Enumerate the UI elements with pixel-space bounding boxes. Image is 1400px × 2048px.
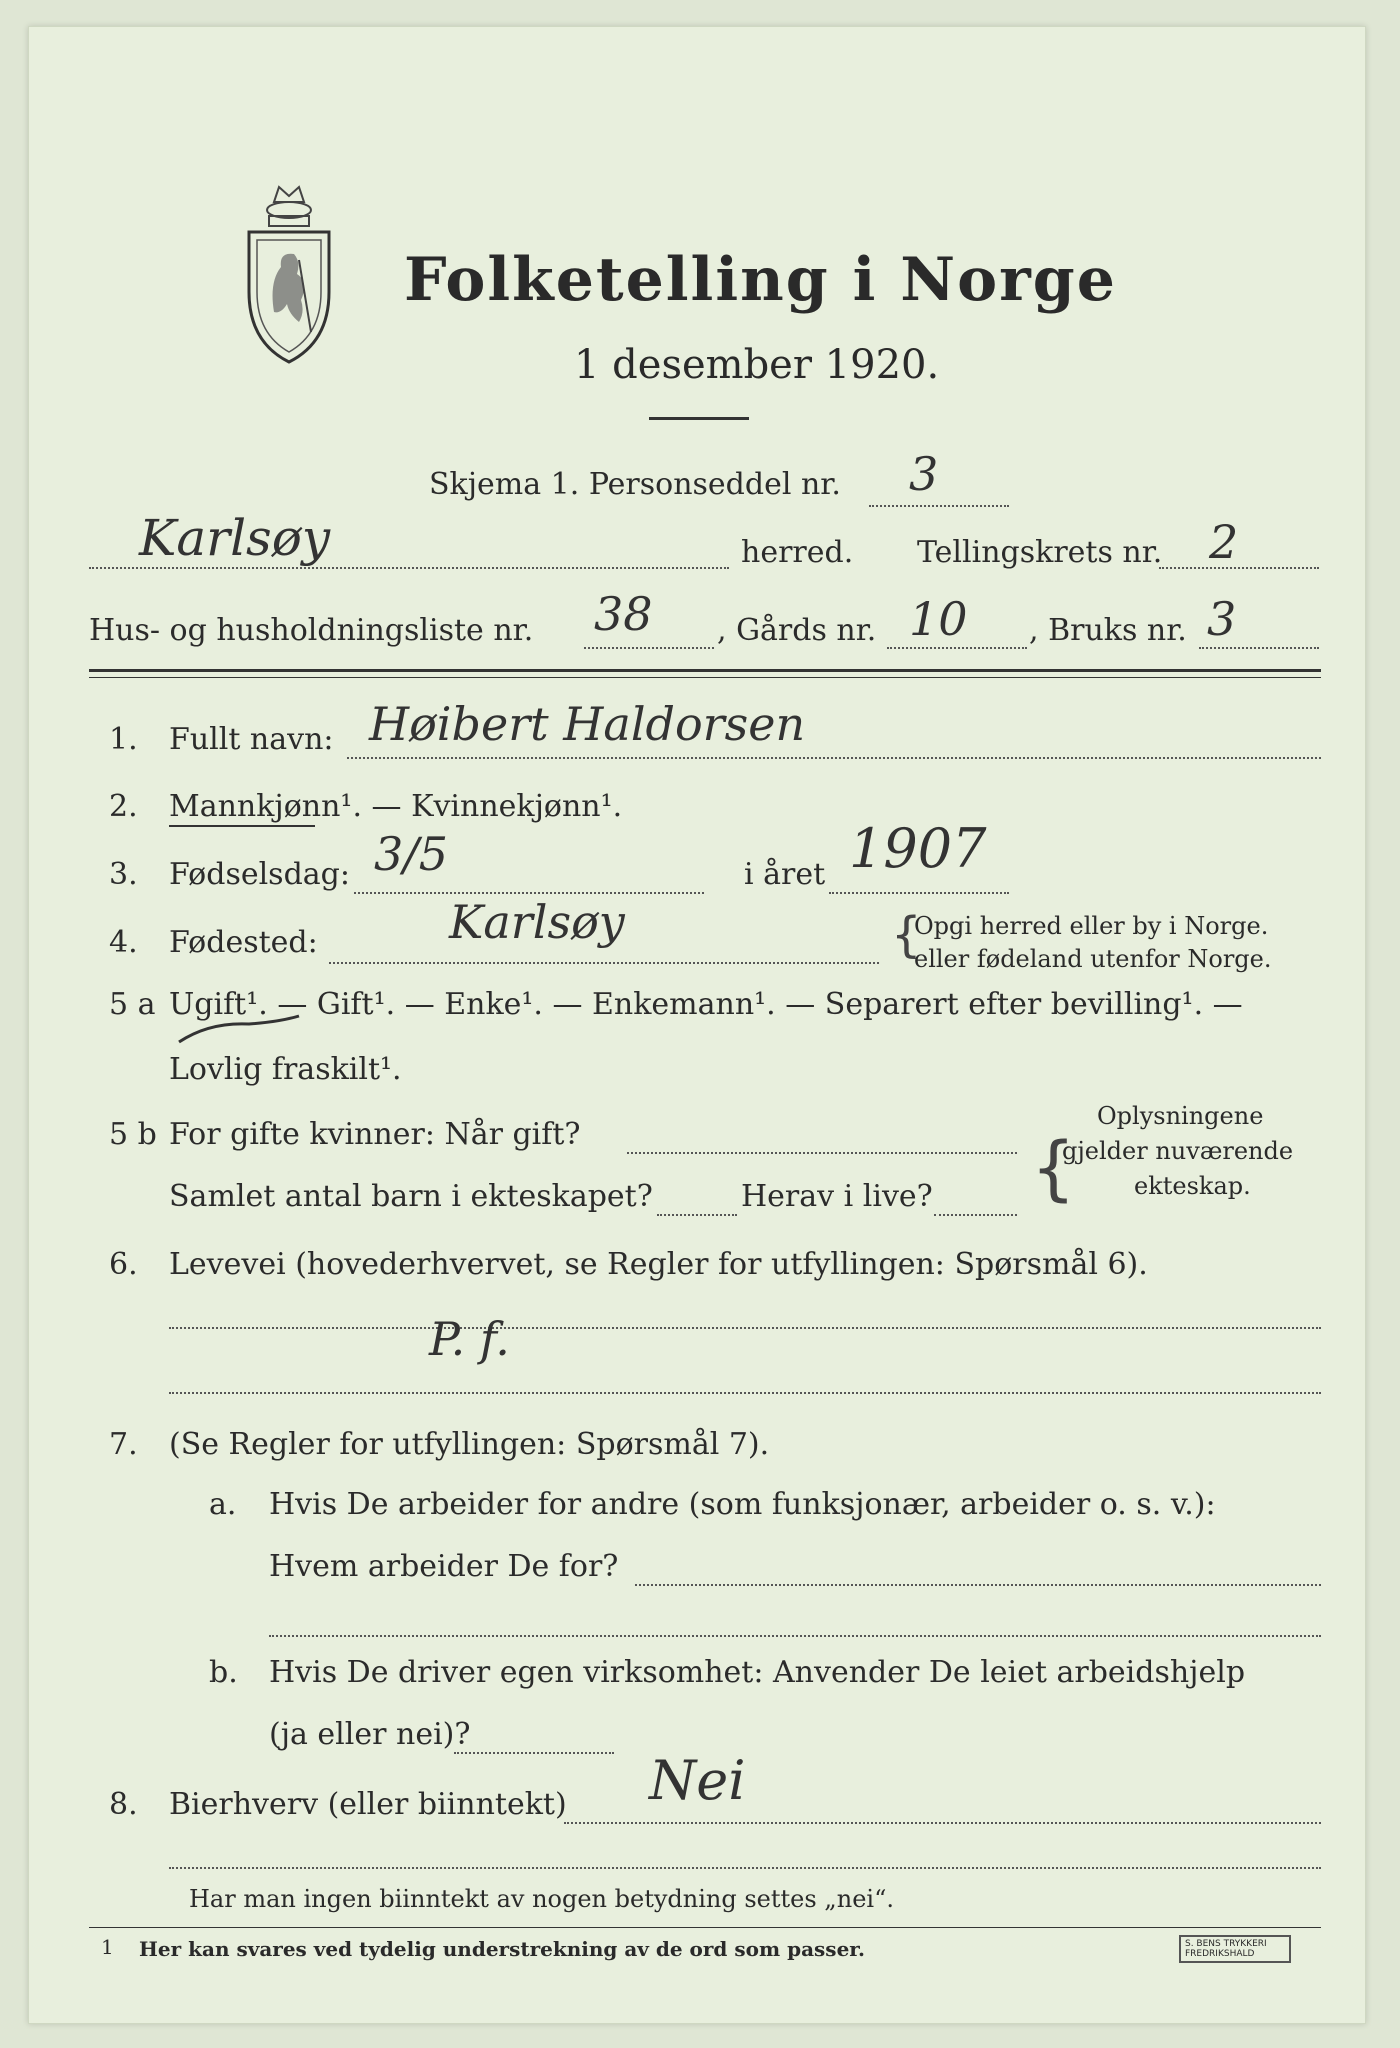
- title-divider: [649, 417, 749, 420]
- q8-value[interactable]: Nei: [649, 1749, 746, 1812]
- herred-label: herred.: [741, 535, 854, 570]
- q3-year-value[interactable]: 1907: [849, 817, 987, 880]
- q4-number: 4.: [109, 925, 138, 960]
- q7a-line: [635, 1584, 1321, 1586]
- q4-note-2: eller fødeland utenfor Norge.: [914, 945, 1272, 973]
- q4-note-1: Opgi herred eller by i Norge.: [914, 912, 1269, 940]
- q4-line: [329, 962, 879, 964]
- q1-label: Fullt navn:: [169, 722, 334, 757]
- q3-label: Fødselsdag:: [169, 857, 350, 892]
- q6-line-2: [169, 1392, 1321, 1394]
- q3-value[interactable]: 3/5: [374, 827, 449, 881]
- q8-label: Bierhverv (eller biinntekt): [169, 1787, 567, 1822]
- q3-year-line: [829, 892, 1009, 894]
- q6-value[interactable]: P. f.: [429, 1312, 510, 1366]
- norway-coat-of-arms-icon: [239, 182, 339, 367]
- form-date: 1 desember 1920.: [574, 342, 940, 388]
- q7a-line1: Hvis De arbeider for andre (som funksjonær, arbeider o. s. v.):: [269, 1487, 1216, 1522]
- herred-line: [89, 567, 729, 569]
- header-divider-thin: [89, 677, 1321, 678]
- q5b-brace: {: [1031, 1127, 1076, 1209]
- q4-brace: {: [891, 907, 922, 963]
- q7b-letter: b.: [209, 1655, 238, 1690]
- hus-value[interactable]: 38: [594, 587, 653, 641]
- q1-value[interactable]: Høibert Haldorsen: [369, 697, 806, 751]
- q1-line: [347, 757, 1321, 759]
- q7-number: 7.: [109, 1427, 138, 1462]
- q7a-line2: Hvem arbeider De for?: [269, 1549, 619, 1584]
- q5b-number: 5 b: [109, 1117, 157, 1152]
- q5b-note-2: gjelder nuværende: [1062, 1137, 1294, 1165]
- nei-instruction: Har man ingen biinntekt av nogen betydning settes „nei“.: [189, 1885, 894, 1913]
- q8-number: 8.: [109, 1787, 138, 1822]
- q5b-line2b: Herav i live?: [741, 1179, 933, 1214]
- q8-line: [564, 1822, 1321, 1824]
- form-title: Folketelling i Norge: [404, 245, 1117, 315]
- q8-line-extra: [169, 1867, 1321, 1869]
- gards-line: [887, 647, 1027, 649]
- printer-stamp: S. BENS TRYKKERI FREDRIKSHALD: [1179, 1935, 1291, 1963]
- tellingskrets-label: Tellingskrets nr.: [917, 535, 1163, 570]
- q5b-alive-line: [934, 1214, 1017, 1216]
- q7b-line1: Hvis De driver egen virksomhet: Anvender De leiet arbeidshjelp: [269, 1655, 1246, 1690]
- census-form: [28, 26, 1366, 2024]
- q2-number: 2.: [109, 789, 138, 824]
- hus-line: [584, 647, 714, 649]
- q5b-note-1: Oplysningene: [1097, 1102, 1264, 1130]
- q5a-number: 5 a: [109, 987, 156, 1022]
- tellingskrets-value[interactable]: 2: [1209, 515, 1239, 569]
- q7a-line-extra: [269, 1635, 1321, 1637]
- bruks-line: [1199, 647, 1319, 649]
- q2-underline: [169, 825, 315, 827]
- schema-number-line: [869, 505, 1009, 507]
- q5b-married-line: [627, 1152, 1017, 1154]
- q6-number: 6.: [109, 1247, 138, 1282]
- footnote-divider: [89, 1927, 1321, 1928]
- q1-number: 1.: [109, 722, 138, 757]
- bruks-label: , Bruks nr.: [1029, 613, 1187, 648]
- gards-value[interactable]: 10: [909, 592, 968, 646]
- q5b-line1: For gifte kvinner: Når gift?: [169, 1117, 581, 1152]
- q4-label: Fødested:: [169, 925, 318, 960]
- gards-label: , Gårds nr.: [717, 613, 877, 648]
- q5b-line2a: Samlet antal barn i ekteskapet?: [169, 1179, 653, 1214]
- hus-label: Hus- og husholdningsliste nr.: [89, 613, 534, 648]
- q5a-line2: Lovlig fraskilt¹.: [169, 1052, 402, 1087]
- q7a-letter: a.: [209, 1487, 237, 1522]
- q7-label: (Se Regler for utfyllingen: Spørsmål 7).: [169, 1427, 770, 1462]
- q5b-note-3: ekteskap.: [1134, 1172, 1251, 1200]
- q5a-ugift-underline-mark: [169, 1012, 319, 1052]
- bruks-value[interactable]: 3: [1207, 592, 1237, 646]
- footnote-text: Her kan svares ved tydelig understrekning av de ord som passer.: [139, 1937, 865, 1961]
- q3-year-label: i året: [744, 857, 826, 892]
- schema-number-value[interactable]: 3: [909, 447, 939, 501]
- q7b-line: [454, 1752, 614, 1754]
- q5a-line1: Ugift¹. — Gift¹. — Enke¹. — Enkemann¹. — Separert efter bevilling¹. —: [169, 987, 1243, 1022]
- q6-label: Levevei (hovederhvervet, se Regler for utfyllingen: Spørsmål 6).: [169, 1247, 1148, 1282]
- q7b-line2: (ja eller nei)?: [269, 1717, 471, 1752]
- footnote-mark: 1: [101, 1935, 114, 1959]
- q3-number: 3.: [109, 857, 138, 892]
- q2-label: Mannkjønn¹. — Kvinnekjønn¹.: [169, 789, 623, 824]
- q6-line-1: [169, 1327, 1321, 1329]
- tellingskrets-line: [1159, 567, 1319, 569]
- schema-label: Skjema 1. Personseddel nr.: [429, 467, 841, 502]
- q5b-children-line: [657, 1214, 737, 1216]
- header-divider-thick: [89, 669, 1321, 672]
- herred-value[interactable]: Karlsøy: [139, 509, 331, 567]
- q4-value[interactable]: Karlsøy: [449, 895, 625, 949]
- q3-line: [354, 892, 704, 894]
